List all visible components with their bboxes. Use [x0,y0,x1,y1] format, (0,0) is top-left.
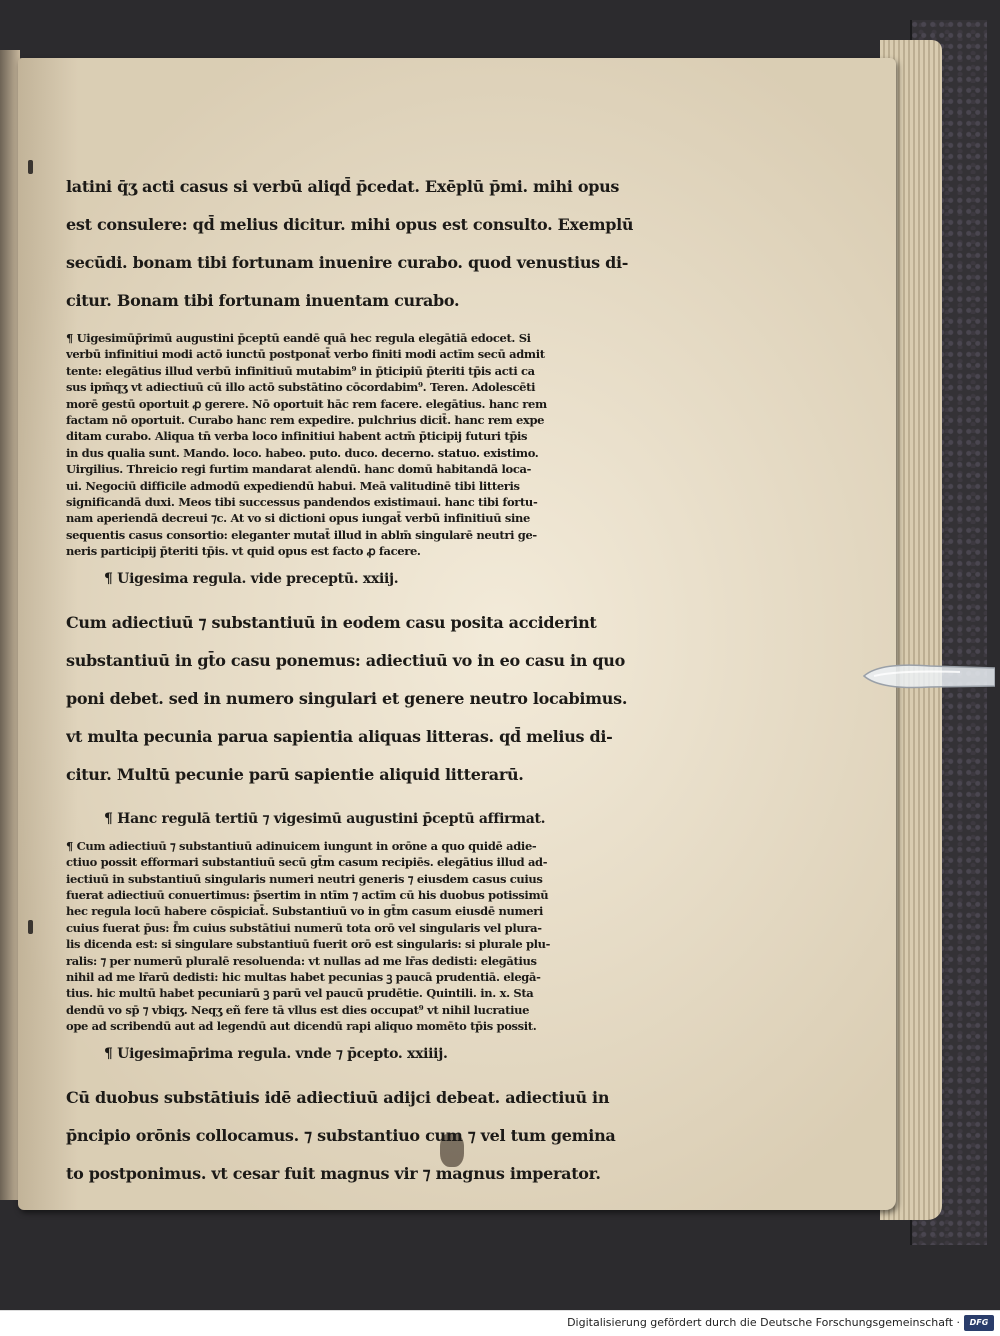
rule-text-line: vt multa pecunia parua sapientia aliquas litteras. qd̄ melius di- [66,726,613,746]
rule-heading: ¶ Hanc regulā tertiū ⁊ vigesimū augustini p̄ceptū affirmat. [104,810,546,827]
commentary-line: in dus qualia sunt. Mando. loco. habeo. puto. duco. decerno. statuo. existimo. [66,445,539,460]
rule-text-line: latini q̄ʒ acti casus si verbū aliqd̄ p̄cedat. Exēplū p̄mi. mihi opus [66,177,620,196]
rule-text-line: secūdi. bonam tibi fortunam inuenire curabo. quod venustius di- [66,253,629,272]
commentary-line: sus ipm̄qʒ vt adiectiuū cū illo actō substātino cōcordabim⁹. Teren. Adolescēti [66,380,536,395]
commentary-line: nihil ad me lr̄arū dedisti: hic multas habet pecunias ꝫ paucā prudentiā. elegā- [66,969,541,984]
commentary-line: lis dicenda est: si singulare substantiuū fuerit orō est singularis: si plurale plu- [66,937,551,952]
commentary-line: factam nō oportuit. Curabo hanc rem expedire. pulchrius dicit̄. hanc rem expe [66,413,545,428]
commentary-line: tius. hic multū habet pecuniarū ꝫ parū vel paucū prudētie. Quintili. in. x. Sta [66,986,534,1001]
commentary-line: ¶ Uigesimūp̄rimū augustini p̄ceptū eandē quā hec regula elegātiā edocet. Si [66,331,531,345]
commentary-line: iectiuū in substantiuū singularis numeri neutri generis ⁊ eiusdem casus cuius [66,871,543,886]
commentary-line: ralis: ⁊ per numerū pluralē resoluenda: vt nullas ad me lr̄as dedisti: elegātius [66,953,537,968]
book-page [18,58,896,1210]
commentary-line: ctiuo possit efformari substantiuū secū gt̄m casum recipiēs. elegātius illud ad- [66,855,548,870]
commentary-line: dendū vo sp̄ ⁊ vbiqʒ. Neqʒ eñ fere tā vllus est dies occupat⁹ vt nihil lucratiue [66,1002,530,1017]
commentary-line: fuerat adiectiuū conuertimus: p̄sertim in ntīm ⁊ actīm cū his duobus potissimū [66,887,549,902]
margin-mark [28,920,33,934]
commentary-line: tente: elegātius illud verbū infinitiuū mutabim⁹ in p̄ticipiū p̄teriti tp̄is acti ca [66,363,535,378]
dfg-logo-icon: DFG [964,1315,994,1331]
margin-mark [28,160,33,174]
binding-edge [0,50,20,1200]
rule-text-line: poni debet. sed in numero singulari et genere neutro locabimus. [66,688,628,708]
page-clip-icon [860,656,995,696]
footer-bar [0,1310,1000,1336]
funding-credit: Digitalisierung gefördert durch die Deutsche Forschungsgemeinschaft · [567,1316,960,1329]
rule-text-line: substantiuū in gt̄o casu ponemus: adiectiuū vo in eo casu in quo [66,650,625,670]
commentary-line: cuius fuerat p̄us: f̄m cuius substātiui numerū tota orō vel singularis vel plura- [66,920,542,935]
printed-text-block [66,168,676,1193]
rule-heading: ¶ Uigesimap̄rima regula. vnde ⁊ p̄cepto. xxiiij. [104,1045,448,1062]
rule-text-line: Cū duobus substātiuis idē adiectiuū adijci debeat. adiectiuū in [66,1087,610,1107]
commentary-line: verbū infinitiui modi actō iunctū postponat̄ verbo finiti modi actīm secū admit [66,347,545,362]
commentary-line: neris participij p̄teriti tp̄is. vt quid opus est facto ꝓ facere. [66,544,421,559]
commentary-line: ¶ Cum adiectiuū ⁊ substantiuū adinuicem iungunt in orōne a quo quidē adie- [66,838,537,853]
commentary-line: morē gestū oportuit ꝓ gerere. Nō oportuit hāc rem facere. elegātius. hanc rem [66,396,547,411]
commentary-line: sequentis casus consortio: eleganter mutat̄ illud in ablm̄ singularē neutri ge- [66,527,537,542]
commentary-line: nam aperiendā decreui ⁊c. At vo si dictioni opus iungat̄ verbū infinitiuū sine [66,511,530,526]
commentary-line: ope ad scribendū aut ad legendū aut dicendū rapi aliquo momēto tp̄is possit. [66,1019,537,1034]
commentary-line: significandā duxi. Meos tibi successus pandendos existimaui. hanc tibi fortu- [66,495,538,510]
rule-text-line: to postponimus. vt cesar fuit magnus vir ⁊ magnus imperator. [66,1163,601,1183]
rule-text-line: citur. Bonam tibi fortunam inuentam curabo. [66,291,460,310]
rule-text-line: est consulere: qd̄ melius dicitur. mihi opus est consulto. Exemplū [66,215,634,234]
commentary-line: ditam curabo. Aliqua tn̄ verba loco infinitiui habent actm̄ p̄ticipij futuri tp̄is [66,429,528,444]
rule-text-line: Cum adiectiuū ⁊ substantiuū in eodem casu posita acciderint [66,612,597,632]
rule-heading: ¶ Uigesima regula. vide preceptū. xxiij. [104,570,399,587]
rule-text-line: citur. Multū pecunie parū sapientie aliquid litterarū. [66,764,524,784]
commentary-line: Uirgilius. Threicio regi furtim mandarat alendū. hanc domū habitandā loca- [66,462,532,477]
rule-text-line: p̄ncipio orōnis collocamus. ⁊ substantiuo cum ⁊ vel tum gemina [66,1125,616,1145]
commentary-line: hec regula locū habere cōspiciat̄. Substantiuū vo in gt̄m casum eiusdē numeri [66,904,543,919]
commentary-line: ui. Negociū difficile admodū expediendū habui. Meā valitudinē tibi litteris [66,478,520,493]
